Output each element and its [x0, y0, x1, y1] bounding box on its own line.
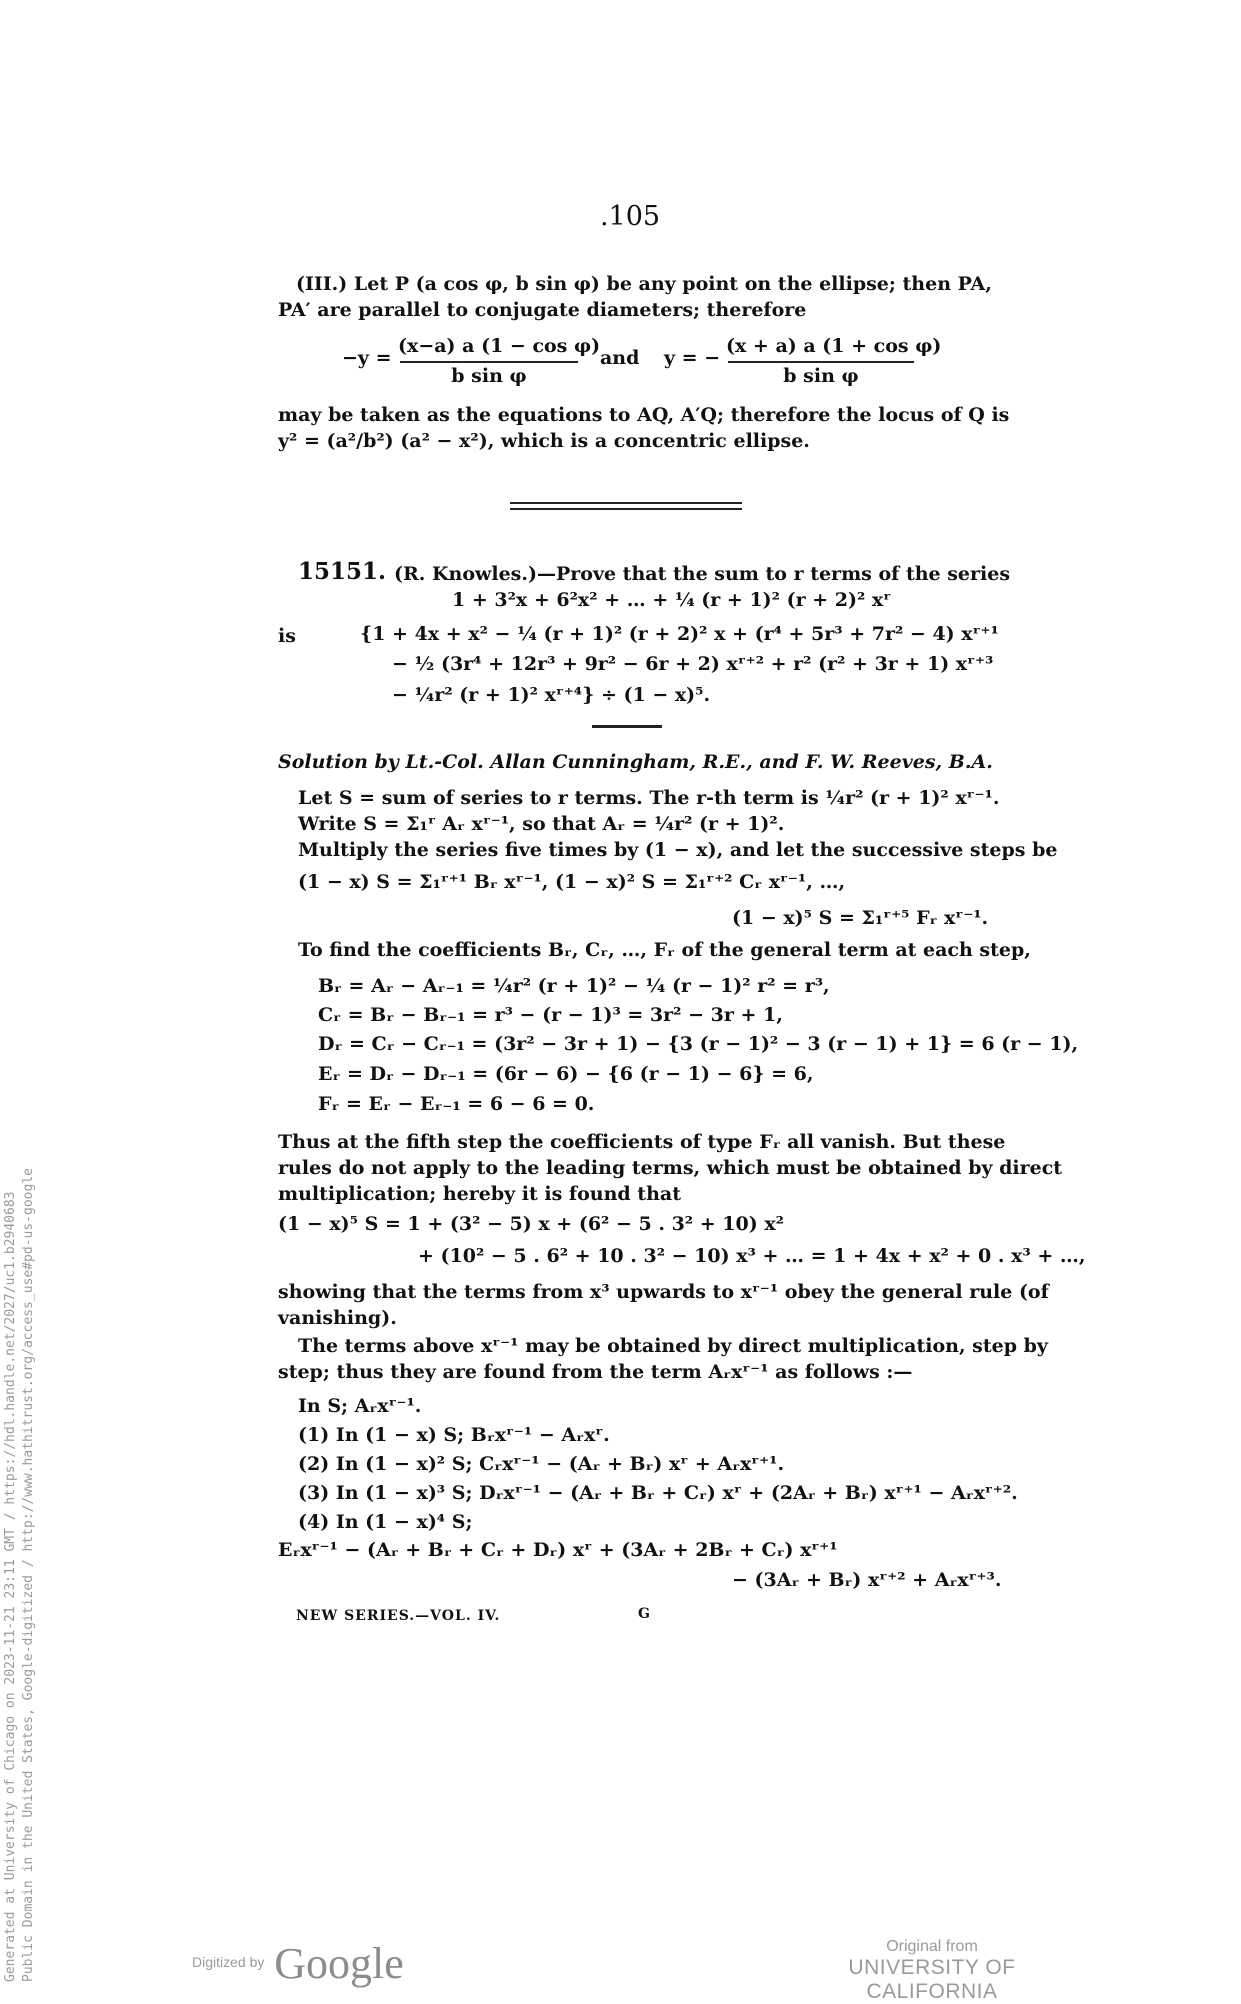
para-1-line-3: multiplication; hereby it is found that: [278, 1183, 681, 1205]
digitized-by-label: Digitized by: [192, 1954, 265, 1971]
problem-is: is: [278, 625, 296, 647]
eq-left-denominator: b sin φ: [451, 365, 527, 387]
coeff-e: Eᵣ = Dᵣ − Dᵣ₋₁ = (6r − 6) − {6 (r − 1) − 6} = 6,: [318, 1063, 814, 1085]
university-name: UNIVERSITY OF CALIFORNIA: [848, 1956, 1016, 2003]
coeff-c: Cᵣ = Bᵣ − Bᵣ₋₁ = r³ − (r − 1)³ = 3r² − 3r + 1,: [318, 1004, 783, 1026]
section-rule-bottom: [510, 508, 742, 510]
coeff-d: Dᵣ = Cᵣ − Cᵣ₋₁ = (3r² − 3r + 1) − {3 (r − 1)² − 3 (r − 1) + 1} = 6 (r − 1),: [318, 1033, 1079, 1055]
eq-right-lhs: y = −: [664, 347, 721, 369]
multiplication-line-2: + (10² − 5 . 6² + 10 . 3² − 10) x³ + … = 1 + 4x + x² + 0 . x³ + …,: [418, 1245, 1086, 1267]
solution-line-3: Multiply the series five times by (1 − x), and let the successive steps be: [298, 839, 1058, 861]
para-3-line-2: step; thus they are found from the term Aᵣxʳ⁻¹ as follows :—: [278, 1361, 913, 1383]
solution-line-4: (1 − x) S = Σ₁ʳ⁺¹ Bᵣ xʳ⁻¹, (1 − x)² S = Σ₁ʳ⁺² Cᵣ xʳ⁻¹, …,: [298, 871, 846, 893]
para-2-line-1: showing that the terms from x³ upwards to xʳ⁻¹ obey the general rule (of: [278, 1281, 1049, 1303]
step-4: (4) In (1 − x)⁴ S;: [298, 1511, 473, 1533]
coeff-b: Bᵣ = Aᵣ − Aᵣ₋₁ = ¼r² (r + 1)² − ¼ (r − 1)² r² = r³,: [318, 975, 830, 997]
eq-right-numerator: (x + a) a (1 + cos φ): [726, 335, 942, 357]
solution-line-5: (1 − x)⁵ S = Σ₁ʳ⁺⁵ Fᵣ xʳ⁻¹.: [732, 907, 989, 929]
provenance-line-2: Public Domain in the United States, Google-digitized / http://www.hathitrust.org/access_use#pd-us-google: [21, 1168, 36, 1982]
multiplication-line-1: (1 − x)⁵ S = 1 + (3² − 5) x + (6² − 5 . 3² + 10) x²: [278, 1213, 784, 1235]
google-logo: Google: [274, 1939, 404, 1988]
eq-left-lhs: −y =: [342, 347, 392, 369]
para-1-line-1: Thus at the fifth step the coefficients of type Fᵣ all vanish. But these: [278, 1131, 1006, 1153]
original-from: [792, 1938, 1072, 2004]
para-2-line-2: vanishing).: [278, 1307, 397, 1329]
step-2: (2) In (1 − x)² S; Cᵣxʳ⁻¹ − (Aᵣ + Bᵣ) xʳ + Aᵣxʳ⁺¹.: [298, 1453, 785, 1475]
part3-line4: y² = (a²/b²) (a² − x²), which is a concentric ellipse.: [278, 430, 810, 452]
provenance-watermark: [2, 1168, 38, 1982]
problem-series: 1 + 3²x + 6²x² + … + ¼ (r + 1)² (r + 2)² xʳ: [452, 589, 892, 611]
coeff-f: Fᵣ = Eᵣ − Eᵣ₋₁ = 6 − 6 = 0.: [318, 1093, 595, 1115]
problem-number: 15151.: [298, 558, 387, 585]
part3-line1: (III.) Let P (a cos φ, b sin φ) be any point on the ellipse; then PA,: [296, 273, 992, 295]
section-rule-top: [510, 502, 742, 504]
para-1-line-2: rules do not apply to the leading terms, which must be obtained by direct: [278, 1157, 1063, 1179]
problem-result-3: − ¼r² (r + 1)² xʳ⁺⁴} ÷ (1 − x)⁵.: [392, 684, 711, 706]
problem-result-2: − ½ (3r⁴ + 12r³ + 9r² − 6r + 2) xʳ⁺² + r² (r² + 3r + 1) xʳ⁺³: [392, 653, 994, 675]
solution-line-2: Write S = Σ₁ʳ Aᵣ xʳ⁻¹, so that Aᵣ = ¼r² (r + 1)².: [298, 813, 785, 835]
page-number: .105: [599, 201, 661, 232]
step-3: (3) In (1 − x)³ S; Dᵣxʳ⁻¹ − (Aᵣ + Bᵣ + Cᵣ) xʳ + (2Aᵣ + Bᵣ) xʳ⁺¹ − Aᵣxʳ⁺².: [298, 1482, 1018, 1504]
problem-result-1: {1 + 4x + x² − ¼ (r + 1)² (r + 2)² x + (r⁴ + 5r³ + 7r² − 4) xʳ⁺¹: [360, 623, 999, 645]
provenance-line-1: Generated at University of Chicago on 2023-11-21 23:11 GMT / https://hdl.handle.net/2027/uc1.b2940683: [3, 1191, 18, 1982]
eq-right-denominator: b sin φ: [783, 365, 859, 387]
digitized-by: [192, 1938, 404, 1989]
footer-series: NEW SERIES.—VOL. IV.: [296, 1608, 501, 1624]
eq-and: and: [600, 347, 640, 369]
step-4-expr-1: Eᵣxʳ⁻¹ − (Aᵣ + Bᵣ + Cᵣ + Dᵣ) xʳ + (3Aᵣ + 2Bᵣ + Cᵣ) xʳ⁺¹: [278, 1539, 838, 1561]
part3-line3: may be taken as the equations to AQ, A′Q; therefore the locus of Q is: [278, 404, 1010, 426]
step-4-expr-2: − (3Aᵣ + Bᵣ) xʳ⁺² + Aᵣxʳ⁺³.: [732, 1569, 1002, 1591]
solution-heading: Solution by Lt.-Col. Allan Cunningham, R.E., and F. W. Reeves, B.A.: [278, 751, 993, 773]
problem-statement: (R. Knowles.)—Prove that the sum to r terms of the series: [394, 563, 1011, 585]
short-rule: [592, 725, 662, 728]
part3-line2: PA′ are parallel to conjugate diameters; therefore: [278, 299, 807, 321]
step-s: In S; Aᵣxʳ⁻¹.: [298, 1395, 422, 1417]
solution-line-6: To find the coefficients Bᵣ, Cᵣ, …, Fᵣ of the general term at each step,: [298, 939, 1031, 961]
original-from-label: Original from: [886, 1938, 978, 1955]
solution-line-1: Let S = sum of series to r terms. The r-th term is ¼r² (r + 1)² xʳ⁻¹.: [298, 787, 1000, 809]
eq-left-numerator: (x−a) a (1 − cos φ): [398, 335, 601, 357]
step-1: (1) In (1 − x) S; Bᵣxʳ⁻¹ − Aᵣxʳ.: [298, 1424, 610, 1446]
para-3-line-1: The terms above xʳ⁻¹ may be obtained by direct multiplication, step by: [298, 1335, 1048, 1357]
footer-signature-mark: G: [638, 1606, 650, 1622]
